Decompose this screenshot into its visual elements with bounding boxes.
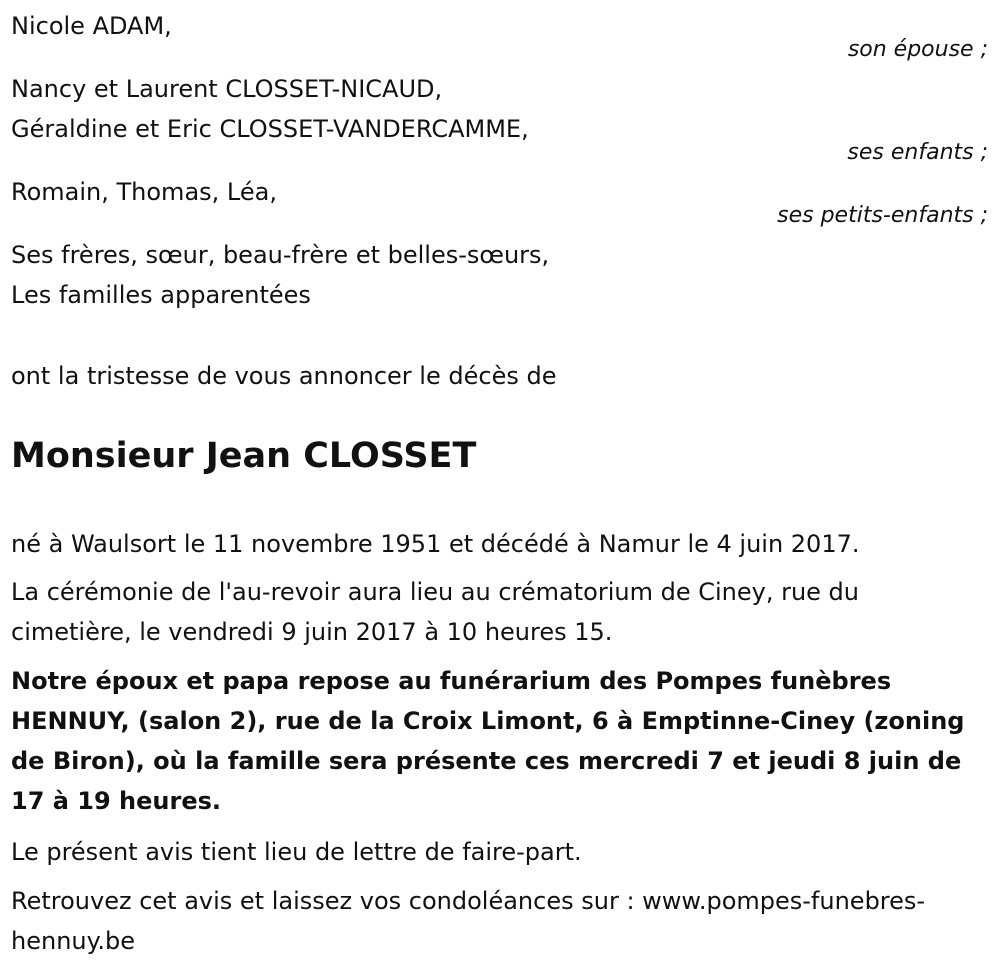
announcement-intro: ont la tristesse de vous annoncer le décès de <box>11 362 557 390</box>
children-line-1: Nancy et Laurent CLOSSET-NICAUD, <box>11 75 443 103</box>
ceremony-details: La cérémonie de l'au-revoir aura lieu au crématorium de Ciney, rue du cimetière, le vendredi 9 juin 2017 à 10 heures 15. <box>11 578 859 646</box>
deceased-name: Monsieur Jean CLOSSET <box>11 436 477 476</box>
children-role: ses enfants ; <box>847 140 988 165</box>
condolences-info: Retrouvez cet avis et laissez vos condoléances sur : www.pompes-funebres-hennuy.be <box>11 887 926 955</box>
visitation-details: Notre époux et papa repose au funérarium des Pompes funèbres HENNUY, (salon 2), rue de la Croix Limont, 6 à Emptinne-Ciney (zoning de Biron), où la famille sera présente ces mercredi 7 et jeudi 8 juin de 17 à 19 heures. <box>11 667 965 815</box>
notice-statement: Le présent avis tient lieu de lettre de faire-part. <box>11 838 582 866</box>
spouse-role: son épouse ; <box>847 37 988 62</box>
birth-death-details: né à Waulsort le 11 novembre 1951 et décédé à Namur le 4 juin 2017. <box>11 530 860 558</box>
grandchildren-names: Romain, Thomas, Léa, <box>11 178 277 206</box>
children-line-2: Géraldine et Eric CLOSSET-VANDERCAMME, <box>11 115 529 143</box>
siblings-line: Ses frères, sœur, beau-frère et belles-sœurs, <box>11 241 550 269</box>
spouse-name: Nicole ADAM, <box>11 12 172 40</box>
relatives-line: Les familles apparentées <box>11 281 311 309</box>
grandchildren-role: ses petits-enfants ; <box>777 203 988 228</box>
